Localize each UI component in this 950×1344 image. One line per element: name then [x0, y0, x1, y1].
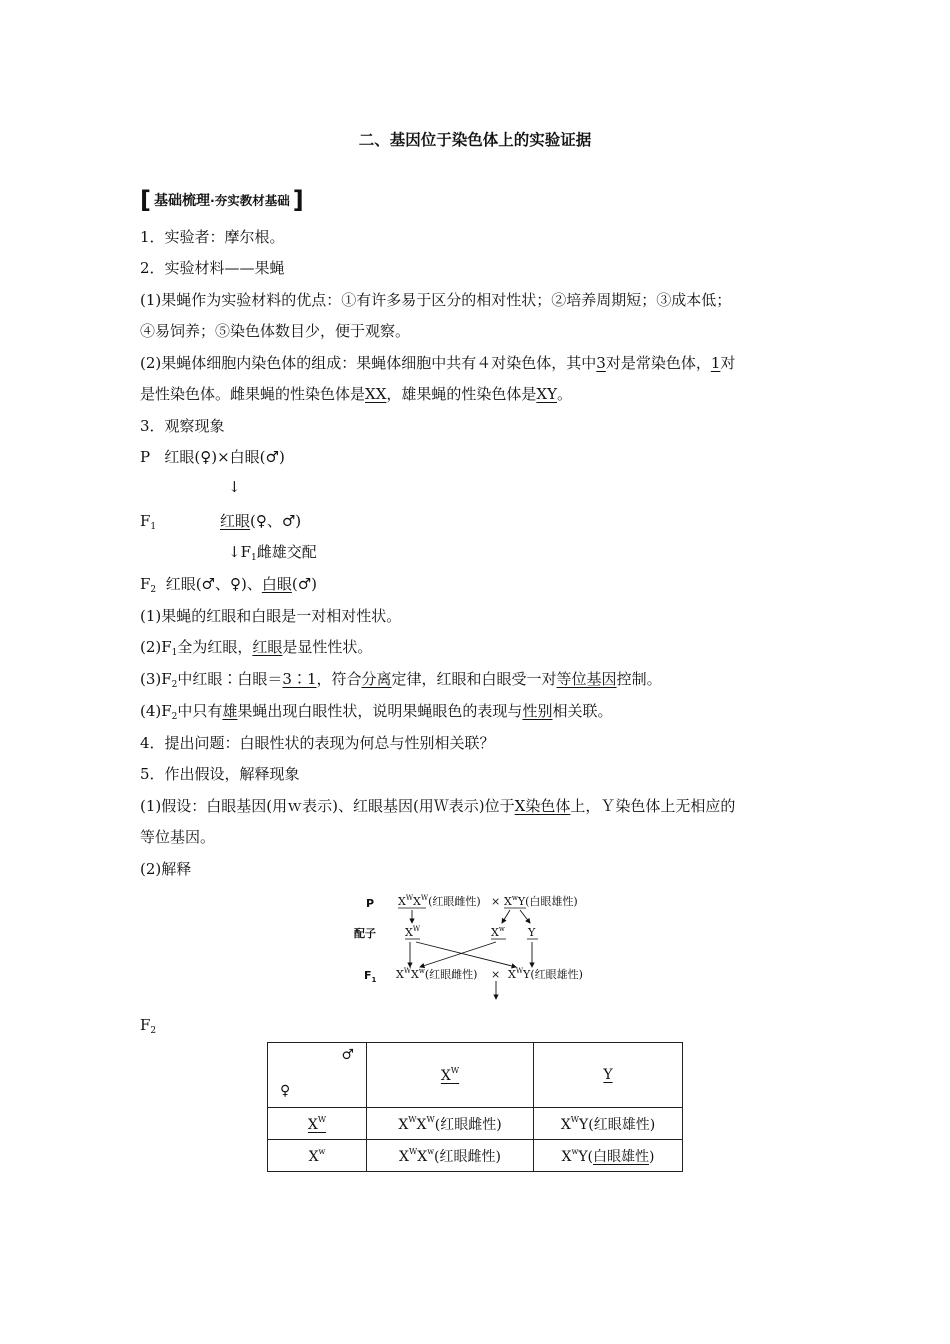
f1-text-line — [220, 511, 301, 531]
f1-generation-line — [140, 511, 156, 537]
answer-blank: 3∶1 — [282, 670, 317, 688]
text-span: (2)F — [140, 638, 172, 656]
sub-text: 1 — [171, 648, 178, 658]
p-label: P — [140, 448, 151, 466]
down-arrow-icon: ↓ — [228, 478, 241, 496]
text-line: 4．提出问题：白眼性状的表现为何总与性别相关联？ — [140, 734, 495, 752]
section-banner — [140, 187, 304, 213]
p-generation-line — [140, 447, 285, 467]
text-span: 中红眼∶白眼＝ — [177, 670, 283, 688]
text-span: F — [140, 1016, 151, 1034]
page-title: 二、基因位于染色体上的实验证据 — [358, 131, 592, 149]
diagram-gamete-label: 配子 — [354, 927, 376, 940]
text-span: 是性染色体。雌果蝇的性染色体是 — [140, 385, 366, 403]
text-span: (2)果蝇体细胞内染色体的组成：果蝇体细胞中共有４对染色体，其中 — [140, 354, 597, 372]
text-line: 3．观察现象 — [140, 417, 225, 435]
f1-male-genotype: $X^WY$(红眼雄性) — [508, 967, 583, 981]
text-line: 等位基因。 — [140, 828, 216, 846]
text-span: 。 — [556, 385, 572, 403]
female-symbol-icon: ♀ — [280, 1083, 291, 1099]
diagram-f1-label: $F_1$ — [364, 969, 377, 984]
text-span: 红眼(♂、♀)、 — [165, 575, 262, 593]
right-bracket-icon: ] — [292, 186, 304, 214]
text-span: 定律，红眼和白眼受一对 — [391, 670, 557, 688]
answer-blank: 3 — [596, 354, 606, 372]
f2-label: F — [140, 575, 151, 593]
text-line: (2)解释 — [140, 860, 192, 878]
answer-blank: 白眼 — [261, 575, 292, 593]
f2-sub: 2 — [150, 585, 157, 595]
gamete-XW: $X^W$ — [405, 925, 421, 939]
text-span: 果蝇出现白眼性状，说明果蝇眼色的表现与 — [237, 702, 523, 720]
cross-text: 雌雄交配 — [256, 543, 317, 561]
table-cell: $X^WX^w$(红眼雌性) — [367, 1140, 534, 1172]
cross-arrow-line — [228, 542, 317, 568]
f1-sub: 1 — [150, 522, 157, 532]
text-span: 控制。 — [616, 670, 662, 688]
column-header — [534, 1043, 683, 1108]
answer-blank: Y — [603, 1067, 613, 1083]
text-span: (1)假设：白眼基因(用ｗ表示)、红眼基因(用Ｗ表示)位于 — [140, 797, 515, 815]
f2-caption — [140, 1015, 156, 1041]
table-row — [268, 1108, 683, 1140]
text-span: 是显性性状。 — [282, 638, 373, 656]
text-span: 对是常染色体， — [605, 354, 711, 372]
column-header — [367, 1043, 534, 1108]
answer-blank: 雄 — [222, 702, 238, 720]
text-line: ④易饲养；⑤染色体数目少，便于观察。 — [140, 322, 411, 340]
answer-blank: 1 — [710, 354, 721, 372]
answer-blank: 红眼 — [220, 512, 251, 530]
cross-symbol: × — [491, 968, 501, 981]
p-text: 红眼(♀)×白眼(♂) — [164, 448, 285, 466]
table-cell: $X^wY$(白眼雄性) — [534, 1140, 683, 1172]
text-span: ，雄果蝇的性染色体是 — [386, 385, 537, 403]
text-line: (1)果蝇的红眼和白眼是一对相对性状。 — [140, 607, 402, 625]
arrow-line — [502, 910, 510, 923]
p-female-genotype: $X^WX^W$(红眼雌性) — [398, 894, 481, 908]
f1-rest: (♀、♂) — [250, 512, 302, 530]
text-line: 5．作出假设，解释现象 — [140, 765, 300, 783]
text-span: (♂) — [291, 575, 317, 593]
answer-blank: 等位基因 — [556, 670, 617, 688]
answer-blank: 红眼 — [252, 638, 283, 656]
sub-text: 2 — [171, 712, 178, 722]
text-span: 相关联。 — [552, 702, 613, 720]
answer-blank: XY — [536, 385, 557, 403]
text-line: 2．实验材料——果蝇 — [140, 259, 285, 277]
arrow-line — [520, 910, 530, 923]
text-span: 全为红眼， — [177, 638, 253, 656]
answer-blank: X染色体 — [514, 797, 571, 815]
text-line — [140, 353, 735, 373]
f1-label: F — [140, 512, 151, 530]
down-arrow-icon: ↓F — [228, 543, 251, 561]
table-row — [268, 1140, 683, 1172]
corner-cell — [268, 1043, 367, 1108]
banner-dot: · — [209, 192, 215, 208]
diagram-p-label: P — [366, 897, 375, 910]
table-row — [268, 1043, 683, 1108]
answer-blank: 白眼雄性 — [593, 1148, 650, 1165]
f1-female-genotype: $X^WX^w$(红眼雌性) — [396, 967, 478, 981]
banner-sub: 夯实教材基础 — [214, 193, 290, 208]
row-header — [268, 1108, 367, 1140]
text-span: 上，Ｙ染色体上无相应的 — [570, 797, 736, 815]
text-span: ，符合 — [316, 670, 362, 688]
table-cell: $X^WX^W$(红眼雌性) — [367, 1108, 534, 1140]
text-span: (4)F — [140, 702, 172, 720]
text-line — [140, 637, 372, 663]
gamete-Xw: $X^w$ — [491, 925, 505, 939]
cross-sub: 1 — [250, 553, 257, 563]
text-span: 对 — [720, 354, 736, 372]
genetic-cross-diagram — [350, 885, 600, 1005]
answer-blank: 性别 — [522, 702, 553, 720]
p-male-genotype: $X^wY$(白眼雄性) — [504, 894, 578, 908]
text-line — [140, 669, 662, 695]
sub-text: 2 — [150, 1026, 157, 1036]
row-header: $X^w$ — [268, 1140, 367, 1172]
answer-blank: 分离 — [361, 670, 392, 688]
text-line — [140, 384, 572, 404]
text-line — [140, 701, 612, 727]
gamete-Y: Y — [528, 926, 536, 939]
cross-symbol: × — [491, 895, 501, 908]
left-bracket-icon: [ — [140, 186, 151, 214]
answer-blank: $X^W$ — [440, 1066, 460, 1084]
text-line: (1)果蝇作为实验材料的优点：①有许多易于区分的相对性状；②培养周期短；③成本低； — [140, 291, 732, 309]
table-cell: $X^WY$(红眼雄性) — [534, 1108, 683, 1140]
answer-blank: $X^W$ — [307, 1114, 327, 1133]
text-line — [140, 796, 735, 816]
sub-text: 2 — [171, 680, 178, 690]
text-line: 1．实验者：摩尔根。 — [140, 228, 285, 246]
punnett-table — [267, 1042, 683, 1172]
answer-blank: XX — [365, 385, 387, 403]
f2-generation-line — [140, 574, 317, 600]
banner-main: 基础梳理 — [153, 193, 210, 209]
text-span: (3)F — [140, 670, 172, 688]
male-symbol-icon: ♂ — [341, 1047, 354, 1063]
text-span: 中只有 — [177, 702, 223, 720]
